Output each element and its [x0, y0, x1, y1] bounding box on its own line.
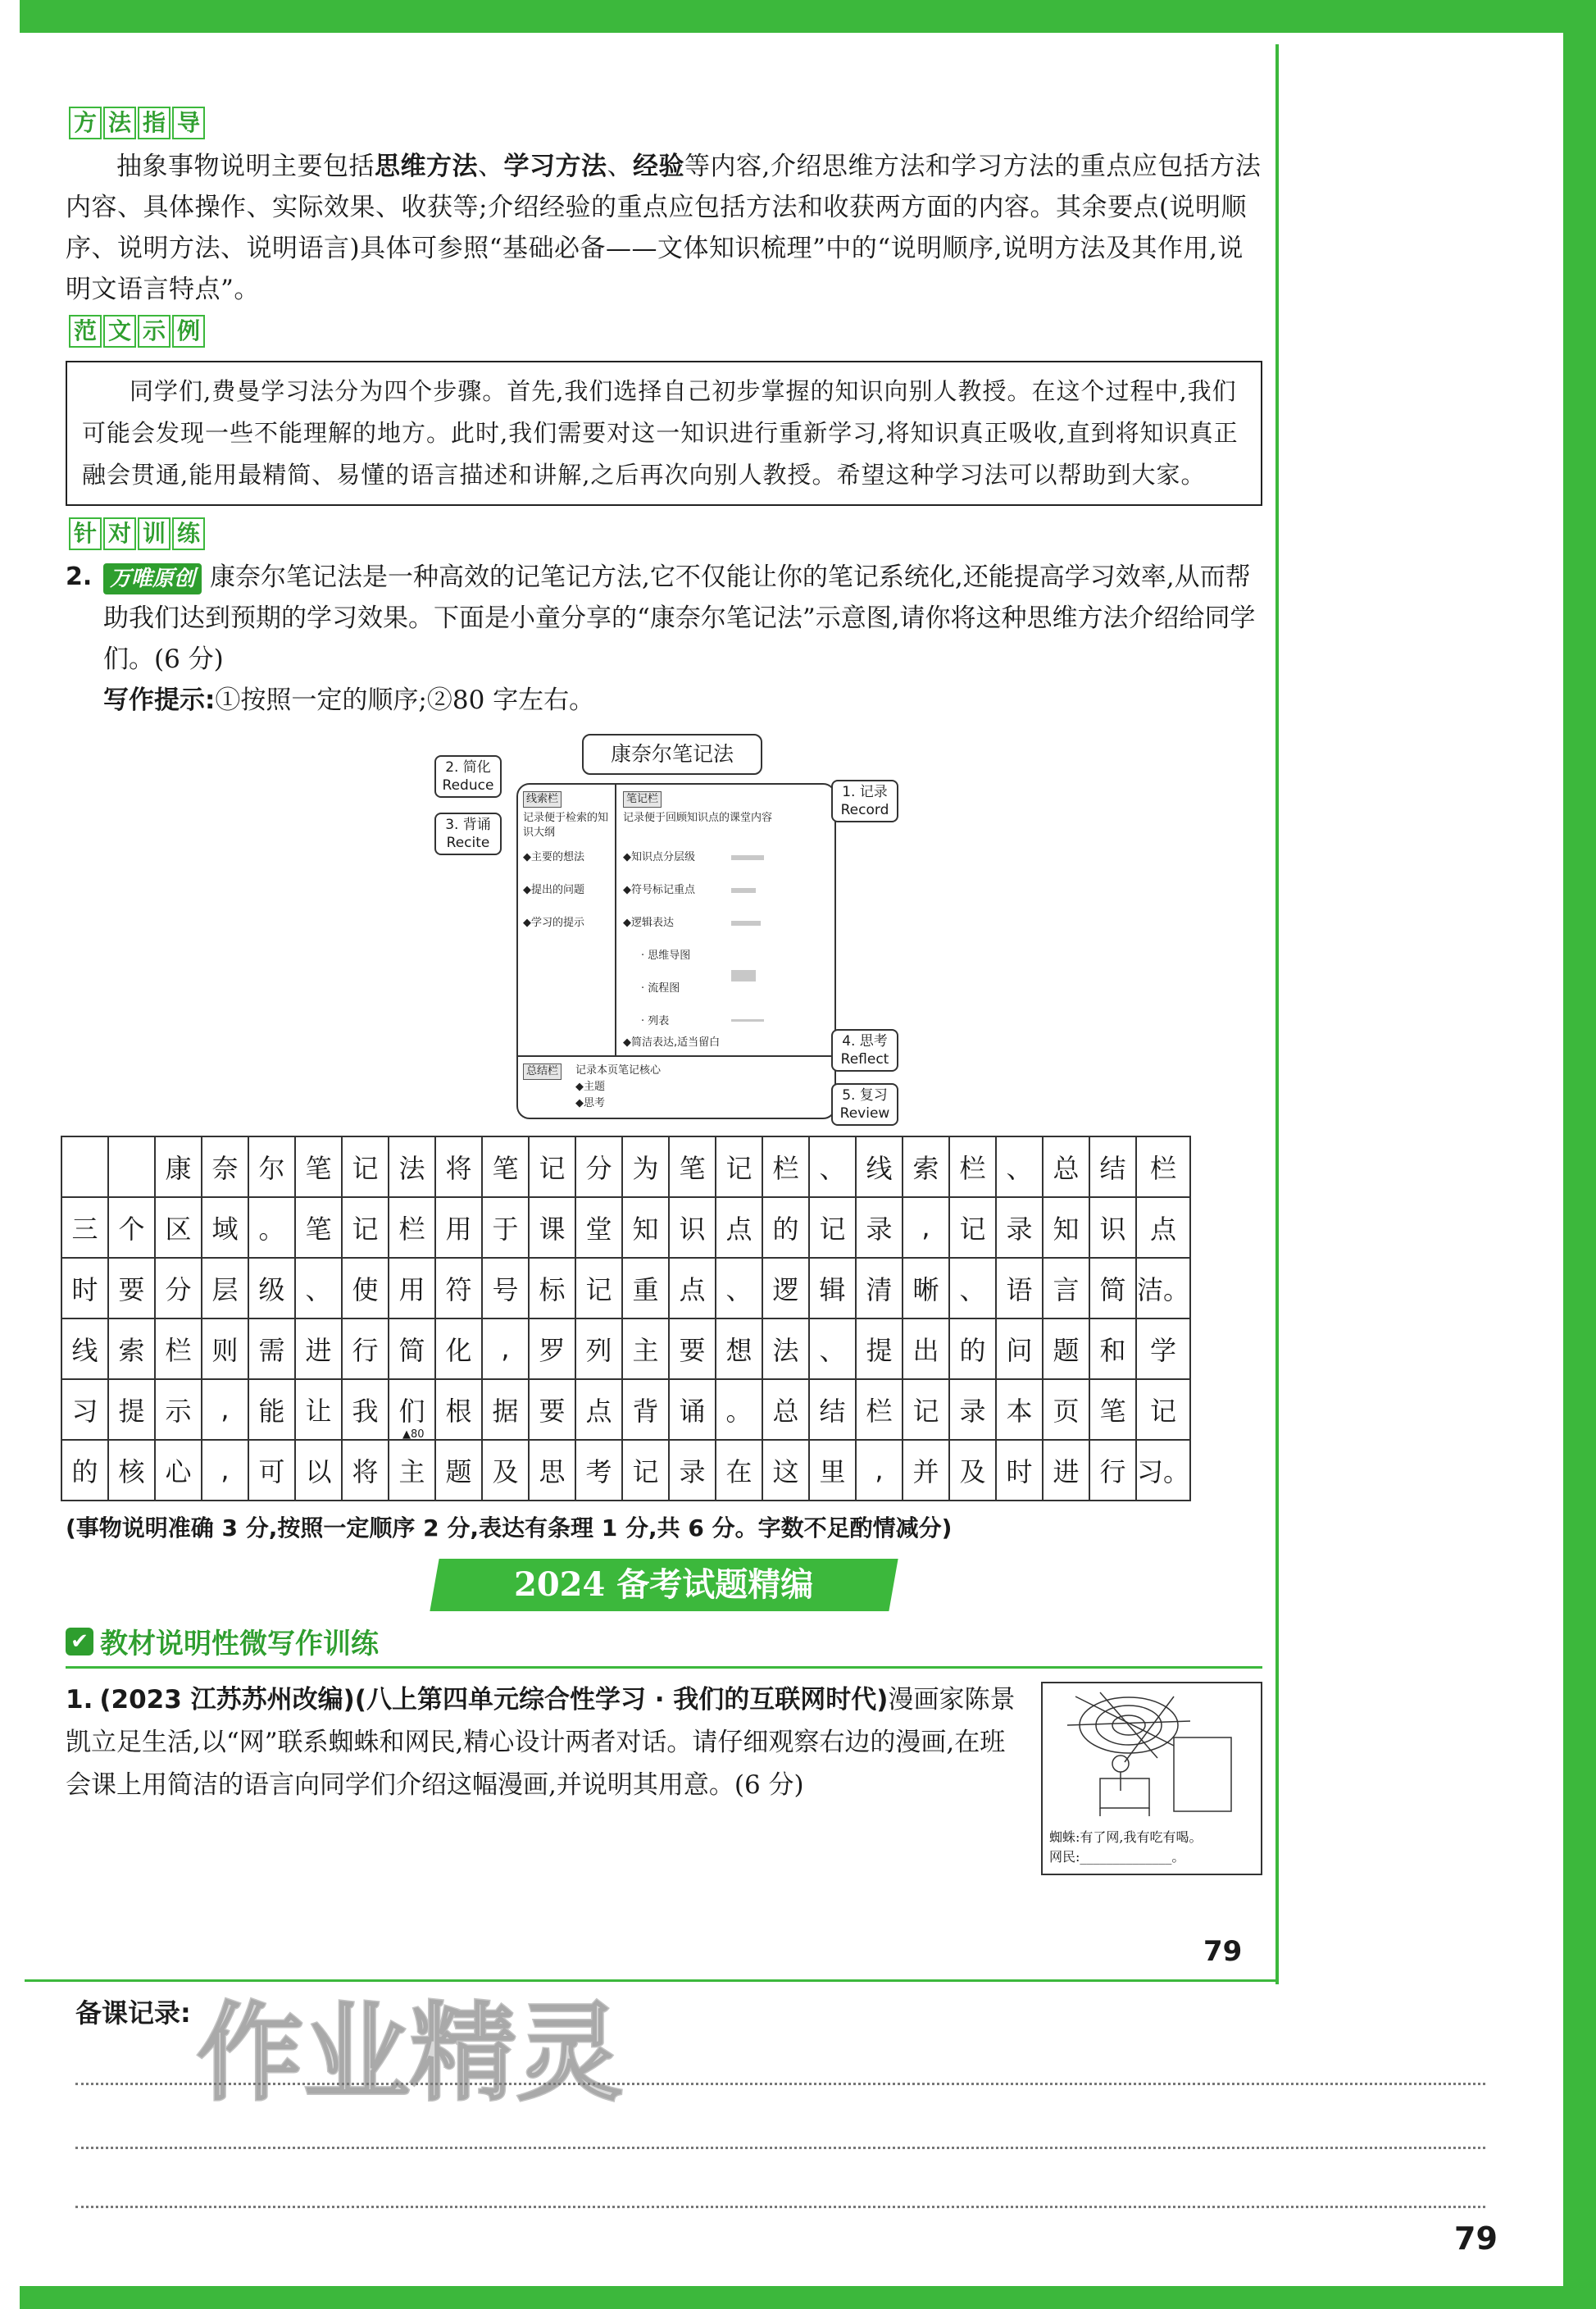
grid-cell: 记: [903, 1379, 949, 1440]
grid-cell: 主: [389, 1440, 435, 1501]
grid-cell: 示: [155, 1379, 202, 1440]
grid-cell: 能: [248, 1379, 295, 1440]
section-heading: ✔ 教材说明性微写作训练: [66, 1621, 1262, 1669]
grid-cell: 想: [716, 1318, 762, 1379]
grid-cell: 记: [1136, 1379, 1190, 1440]
question-1: [66, 1678, 1262, 1875]
grid-cell: 们 ▲80: [389, 1379, 435, 1440]
frame-right-bar: [1563, 0, 1596, 2309]
step-record: 1. 记录 Record: [831, 780, 898, 822]
grid-cell: 、: [809, 1136, 856, 1197]
check-icon: ✔: [66, 1628, 93, 1655]
grid-cell: 辑: [809, 1258, 856, 1318]
grid-cell: 洁。: [1136, 1258, 1190, 1318]
grid-cell: 考: [575, 1440, 622, 1501]
grid-cell: 域: [202, 1197, 248, 1258]
page-number-outer: 79: [1454, 2220, 1498, 2257]
grid-cell: 的: [61, 1440, 108, 1501]
page-content: [66, 107, 1262, 1875]
grid-cell: 这: [762, 1440, 809, 1501]
cue-item: ◆学习的提示: [523, 917, 584, 929]
grid-cell: 。: [248, 1197, 295, 1258]
grid-cell: 要: [669, 1318, 716, 1379]
grid-cell: 重: [622, 1258, 669, 1318]
grid-cell: 进: [1043, 1440, 1089, 1501]
grid-cell: 、: [996, 1136, 1043, 1197]
notes-line[interactable]: [75, 2206, 1485, 2208]
grid-cell: 语: [996, 1258, 1043, 1318]
question-1-text: 1. (2023 江苏苏州改编)(八上第四单元综合性学习 · 我们的互联网时代)漫画家陈景凯立足生活,以“网”联系蜘蛛和网民,精心设计两者对话。请仔细观察右边的漫画,在班会课上用简洁的语言向同学们介绍这幅漫画,并说明其用意。(6 分): [66, 1685, 1016, 1800]
grid-cell: 行: [342, 1318, 389, 1379]
grid-cell: 记: [529, 1136, 575, 1197]
grid-cell: 号: [482, 1258, 529, 1318]
cue-item: ◆主要的想法: [523, 851, 584, 863]
grid-cell: 用: [435, 1197, 482, 1258]
grid-cell: 使: [342, 1258, 389, 1318]
grid-cell: 识: [1089, 1197, 1136, 1258]
grid-cell: 记: [342, 1197, 389, 1258]
grid-cell: 将: [435, 1136, 482, 1197]
note-item: · 列表: [641, 1015, 670, 1027]
grid-cell: 录: [949, 1379, 996, 1440]
grid-cell: 本: [996, 1379, 1043, 1440]
diagram-title: 康奈尔笔记法: [582, 734, 762, 775]
grid-cell: 栏: [856, 1379, 903, 1440]
diagram-divider-vertical: [615, 785, 616, 1055]
grid-cell: 、: [716, 1258, 762, 1318]
grid-cell: ,: [482, 1318, 529, 1379]
grid-cell: 提: [856, 1318, 903, 1379]
score-note: (事物说明准确 3 分,按照一定顺序 2 分,表达有条理 1 分,共 6 分。字数不足酌情减分): [66, 1514, 953, 1542]
grid-cell: 笔: [482, 1136, 529, 1197]
grid-cell: 个: [108, 1197, 155, 1258]
grid-cell: 化: [435, 1318, 482, 1379]
grid-cell: 则: [202, 1318, 248, 1379]
grid-cell: 索: [108, 1318, 155, 1379]
grid-cell: 记: [809, 1197, 856, 1258]
grid-cell: 法: [389, 1136, 435, 1197]
grid-cell: 问: [996, 1318, 1043, 1379]
grid-cell: 课: [529, 1197, 575, 1258]
step-review: 5. 复习 Review: [831, 1083, 898, 1126]
watermark: 作业精灵: [197, 1991, 624, 2115]
inner-right-rule: [1275, 44, 1279, 1984]
grid-cell: 及: [482, 1440, 529, 1501]
note-sketch: [731, 888, 756, 893]
grid-cell: 分: [155, 1258, 202, 1318]
word-count-marker: ▲80: [402, 1428, 425, 1441]
grid-cell: 思: [529, 1440, 575, 1501]
grid-cell: 时: [61, 1258, 108, 1318]
grid-cell: 的: [762, 1197, 809, 1258]
grid-cell: 符: [435, 1258, 482, 1318]
note-sketch: [731, 970, 756, 981]
note-sketch: [731, 855, 764, 860]
grid-cell: 逻: [762, 1258, 809, 1318]
grid-cell: ,: [856, 1440, 903, 1501]
question-2: [66, 557, 1262, 680]
grid-cell: 时: [996, 1440, 1043, 1501]
grid-cell: 用: [389, 1258, 435, 1318]
cue-item: ◆提出的问题: [523, 884, 584, 896]
grid-cell: 栏: [949, 1136, 996, 1197]
grid-cell: 我: [342, 1379, 389, 1440]
grid-cell: 知: [1043, 1197, 1089, 1258]
grid-cell: 据: [482, 1379, 529, 1440]
grid-cell: 知: [622, 1197, 669, 1258]
step-recite: 3. 背诵 Recite: [434, 813, 502, 855]
grid-cell: 笔: [1089, 1379, 1136, 1440]
grid-cell: 将: [342, 1440, 389, 1501]
cartoon-caption: 蜘蛛:有了网,我有吃有喝。 网民:______________。: [1049, 1829, 1203, 1865]
grid-cell: 。: [716, 1379, 762, 1440]
grid-cell: 为: [622, 1136, 669, 1197]
grid-cell: 点: [1136, 1197, 1190, 1258]
note-column-label: 笔记栏: [623, 791, 662, 808]
frame-left-margin: [0, 0, 20, 2309]
writing-hint: 写作提示:①按照一定的顺序;②80 字左右。: [103, 685, 595, 715]
grid-cell: 录: [669, 1440, 716, 1501]
notes-line[interactable]: [75, 2147, 1485, 2149]
grid-cell: 行: [1089, 1440, 1136, 1501]
method-guide-tag: 方 法 指 导: [69, 107, 205, 139]
answer-grid: [61, 1136, 1191, 1501]
question-2-number: 2.: [66, 562, 93, 591]
grid-cell: 奈: [202, 1136, 248, 1197]
grid-cell: 简: [389, 1318, 435, 1379]
notes-line[interactable]: [75, 2083, 1485, 2085]
grid-cell: 区: [155, 1197, 202, 1258]
grid-cell: 里: [809, 1440, 856, 1501]
grid-cell: 进: [295, 1318, 342, 1379]
note-sketch: [731, 1019, 764, 1022]
grid-cell: 级: [248, 1258, 295, 1318]
step-reflect: 4. 思考 Reflect: [831, 1029, 898, 1072]
note-item: ◆简洁表达,适当留白: [623, 1036, 721, 1049]
spider-web-cartoon-icon: [1051, 1688, 1254, 1819]
step-reduce: 2. 简化 Reduce: [434, 755, 502, 798]
grid-row: [61, 1258, 1190, 1318]
grid-cell: 根: [435, 1379, 482, 1440]
grid-cell: 核: [108, 1440, 155, 1501]
grid-cell: ,: [903, 1197, 949, 1258]
grid-cell: 背: [622, 1379, 669, 1440]
brand-badge: 万唯原创: [103, 563, 202, 594]
grid-cell: 识: [669, 1197, 716, 1258]
note-item: · 流程图: [641, 982, 680, 995]
grid-cell: 清: [856, 1258, 903, 1318]
grid-cell: 和: [1089, 1318, 1136, 1379]
grid-cell: 、: [295, 1258, 342, 1318]
grid-cell: 心: [155, 1440, 202, 1501]
grid-cell: 总: [1043, 1136, 1089, 1197]
grid-cell: 页: [1043, 1379, 1089, 1440]
grid-cell: 简: [1089, 1258, 1136, 1318]
grid-cell: 点: [716, 1197, 762, 1258]
grid-cell: 记: [949, 1197, 996, 1258]
summary-item: ◆思考: [575, 1097, 605, 1109]
grid-cell: 栏: [1136, 1136, 1190, 1197]
grid-cell: 点: [575, 1379, 622, 1440]
grid-cell: [108, 1136, 155, 1197]
grid-cell: 法: [762, 1318, 809, 1379]
grid-cell: 栏: [155, 1318, 202, 1379]
grid-cell: 的: [949, 1318, 996, 1379]
grid-cell: 让: [295, 1379, 342, 1440]
note-item: · 思维导图: [641, 950, 691, 962]
grid-cell: 笔: [669, 1136, 716, 1197]
grid-cell: 题: [435, 1440, 482, 1501]
grid-cell: 诵: [669, 1379, 716, 1440]
grid-cell: 记: [716, 1136, 762, 1197]
grid-cell: 记: [342, 1136, 389, 1197]
grid-cell: 主: [622, 1318, 669, 1379]
grid-cell: 出: [903, 1318, 949, 1379]
grid-cell: 点: [669, 1258, 716, 1318]
grid-cell: 分: [575, 1136, 622, 1197]
grid-cell: 标: [529, 1258, 575, 1318]
grid-cell: 录: [856, 1197, 903, 1258]
summary-item: ◆主题: [575, 1081, 605, 1093]
practice-tag: 针 对 训 练: [69, 517, 205, 550]
grid-cell: 提: [108, 1379, 155, 1440]
grid-cell: 习: [61, 1379, 108, 1440]
note-item: ◆符号标记重点: [623, 884, 695, 896]
grid-cell: 并: [903, 1440, 949, 1501]
grid-row: [61, 1136, 1190, 1197]
grid-row: [61, 1440, 1190, 1501]
frame-top-bar: [0, 0, 1596, 33]
grid-cell: 以: [295, 1440, 342, 1501]
grid-cell: 堂: [575, 1197, 622, 1258]
grid-cell: 三: [61, 1197, 108, 1258]
grid-cell: 晰: [903, 1258, 949, 1318]
note-item: ◆知识点分层级: [623, 851, 695, 863]
note-column-desc: 记录便于回顾知识点的课堂内容: [623, 812, 773, 824]
grid-cell: 、: [809, 1318, 856, 1379]
grid-cell: 康: [155, 1136, 202, 1197]
cornell-diagram: [434, 734, 893, 1127]
example-essay-box: 同学们,费曼学习法分为四个步骤。首先,我们选择自己初步掌握的知识向别人教授。在这个过程中,我们可能会发现一些不能理解的地方。此时,我们需要对这一知识进行重新学习,将知识真正吸收,直到将知识真正融会贯通,能用最精简、易懂的语言描述和讲解,之后再次向别人教授。希望这种学习法可以帮助到大家。: [66, 361, 1262, 506]
grid-cell: 记: [575, 1258, 622, 1318]
grid-cell: ,: [202, 1440, 248, 1501]
grid-cell: 于: [482, 1197, 529, 1258]
grid-cell: 记: [622, 1440, 669, 1501]
grid-cell: 罗: [529, 1318, 575, 1379]
grid-cell: 线: [61, 1318, 108, 1379]
grid-cell: 题: [1043, 1318, 1089, 1379]
grid-cell: 要: [108, 1258, 155, 1318]
question-2-text: 康奈尔笔记法是一种高效的记笔记方法,它不仅能让你的笔记系统化,还能提高学习效率,从而帮助我们达到预期的学习效果。下面是小童分享的“康奈尔笔记法”示意图,请你将这种思维方法介绍给同学们。(6 分): [103, 562, 1256, 674]
note-item: ◆逻辑表达: [623, 917, 674, 929]
grid-cell: 结: [809, 1379, 856, 1440]
grid-row: [61, 1197, 1190, 1258]
grid-cell: 言: [1043, 1258, 1089, 1318]
grid-cell: 需: [248, 1318, 295, 1379]
cartoon-image: [1041, 1682, 1262, 1875]
cue-column-desc: 记录便于检索的知识大纲: [523, 812, 609, 839]
frame-bottom-bar: [0, 2286, 1596, 2309]
grid-cell: ,: [202, 1379, 248, 1440]
grid-row: [61, 1379, 1190, 1440]
note-sketch: [731, 921, 761, 926]
grid-cell: 栏: [762, 1136, 809, 1197]
grid-cell: 结: [1089, 1136, 1136, 1197]
grid-cell: 索: [903, 1136, 949, 1197]
grid-cell: [61, 1136, 108, 1197]
grid-cell: 在: [716, 1440, 762, 1501]
grid-row: [61, 1318, 1190, 1379]
grid-cell: 总: [762, 1379, 809, 1440]
example-tag: 范 文 示 例: [69, 315, 205, 348]
section-banner: 2024 备考试题精编: [430, 1559, 898, 1611]
grid-cell: 及: [949, 1440, 996, 1501]
cue-column-label: 线索栏: [523, 791, 562, 808]
grid-cell: 、: [949, 1258, 996, 1318]
method-guide-text: 抽象事物说明主要包括思维方法、学习方法、经验等内容,介绍思维方法和学习方法的重点应包括方法内容、具体操作、实际效果、收获等;介绍经验的重点应包括方法和收获两方面的内容。其余要点(说明顺序、说明方法、说明语言)具体可参照“基础必备——文体知识梳理”中的“说明顺序,说明方法及其作用,说明文语言特点”。: [66, 152, 1262, 304]
diagram-divider-horizontal: [518, 1055, 834, 1057]
grid-cell: 录: [996, 1197, 1043, 1258]
grid-cell: 列: [575, 1318, 622, 1379]
grid-cell: 要: [529, 1379, 575, 1440]
grid-cell: 层: [202, 1258, 248, 1318]
grid-cell: 尔: [248, 1136, 295, 1197]
grid-cell: 栏: [389, 1197, 435, 1258]
grid-cell: 笔: [295, 1197, 342, 1258]
grid-cell: 笔: [295, 1136, 342, 1197]
grid-cell: 学: [1136, 1318, 1190, 1379]
grid-cell: 可: [248, 1440, 295, 1501]
summary-label: 总结栏: [523, 1063, 562, 1080]
page-number-inner: 79: [1203, 1935, 1243, 1968]
grid-cell: 习。: [1136, 1440, 1190, 1501]
summary-desc: 记录本页笔记核心: [575, 1064, 662, 1077]
grid-cell: 线: [856, 1136, 903, 1197]
diagram-main-box: [516, 783, 836, 1119]
notes-label: 备课记录:: [75, 1997, 191, 2029]
